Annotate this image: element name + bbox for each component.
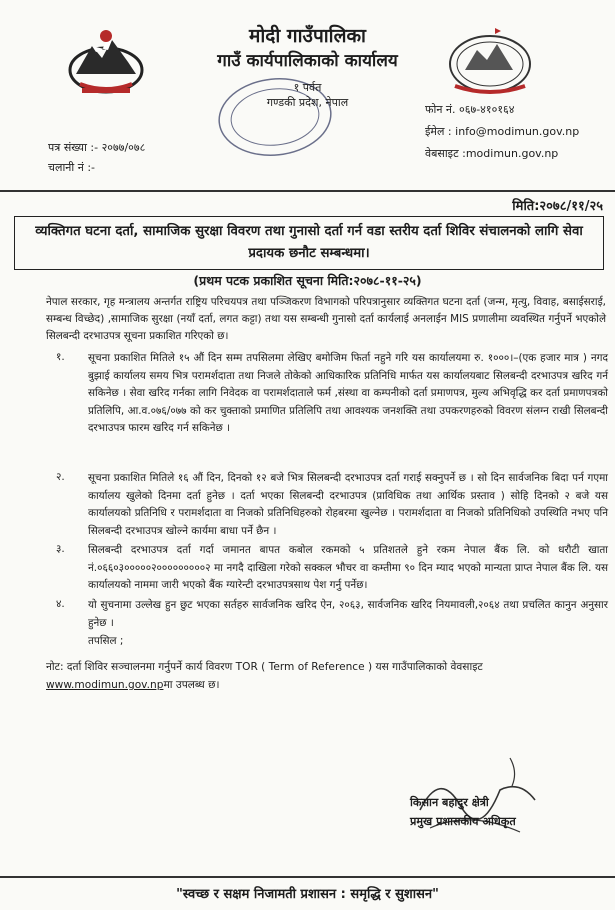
footer-divider — [0, 876, 615, 878]
notice-heading: (प्रथम पटक प्रकाशित सूचना मिति:२०७८-११-२५) — [193, 273, 422, 288]
item-number: ४. — [56, 598, 65, 610]
note-suffix: मा उपलब्ध छ। — [163, 679, 220, 691]
tapsil-label: तपसिल ; — [88, 635, 124, 647]
list-item: सिलबन्दी दरभाउपत्र दर्ता गर्दा जमानत बापत कबोल रकमको ५ प्रतिशतले हुने रकम नेपाल बैंक लि. को धरौटी खाता नं.०६६०३०००००२०००००००००२ मा नगदै दाखिला गरेको सक्कल भौचर वा कम्तीमा ९० दिन म्याद भएको मान्यता प्राप्त नेपाल बैंक लि. यस कार्यालयको नाममा जारी भएको बैंक ग्यारेन्टी दरभाउपत्रसाथ पेश गर्नु पर्नेछ। — [88, 544, 608, 591]
subject-box: व्यक्तिगत घटना दर्ता, सामाजिक सुरक्षा विवरण तथा गुनासो दर्ता गर्न वडा स्तरीय दर्ता शिविर संचालनको लागि सेवा प्रदायक छनौट सम्बन्धमा। — [14, 216, 604, 270]
item-number: ३. — [56, 543, 65, 555]
footer-motto: "स्वच्छ र सक्षम निजामती प्रशासन : समृद्धि र सुशासन" — [176, 887, 439, 902]
list-item: सूचना प्रकाशित मितिले १६ औं दिन, दिनको १२ बजे भित्र सिलबन्दी दरभाउपत्र दर्ता गराई सक्नुपर्ने छ । सो दिन सार्वजनिक बिदा पर्न गएमा कार्यालय खुलेको दिनमा दर्ता हुनेछ । दर्ता भएका सिलबन्दी दरभाउपत्र (प्राविधिक तथा आर्थिक प्रस्ताव ) सोहि दिनको २ बजे यस कार्यालयको प्रतिनिधि र परामर्शदाता वा निजको प्रतिनिधिहरुको रोहबरमा खुल्नेछ । परामर्शदाता वा निजको प्रतिनिधिको उपस्थिति नभए पनि सिलबन्दी दरभाउपत्र खोल्ने कार्यमा बाधा पर्ने छैन । — [88, 472, 608, 537]
signatory-title: प्रमुख प्रशासकीय अधिकृत — [410, 815, 516, 828]
list-item: यो सुचनामा उल्लेख हुन छुट भएका सर्तहरु सार्वजनिक खरिद ऐन, २०६३, सार्वजनिक खरिद नियमावली,२०६४ तथा प्रचलित कानुन अनुसार हुनेछ । — [88, 599, 608, 629]
address-line-2: गण्डकी प्रदेश, नेपाल — [266, 96, 349, 109]
header-divider — [0, 190, 615, 192]
intro-paragraph: नेपाल सरकार, गृह मन्त्रालय अन्तर्गत राष्ट्रिय परिचयपत्र तथा पञ्जिकरण विभागको परिपत्रानुसार व्यक्तिगत घटना दर्ता (जन्म, मृत्यु, विवाह, बसाईसराई, सम्बन्ध विच्छेद) ,सामाजिक सुरक्षा (नयाँ दर्ता, लगत कट्टा) तथा यस सम्बन्धी गुनासो दर्ता कार्यलाई अनलाईन MIS प्रणालीमा व्यवस्थित गर्नुपर्ने भएकोले सिलबन्दी दरभाउपत्र सूचना प्रकाशित गरिएको छ। — [46, 296, 606, 342]
signatory-name: किसान बहादुर क्षेत्री — [410, 796, 489, 809]
item-number: १. — [56, 351, 65, 363]
municipality-name: मोदी गाउँपालिका — [249, 25, 366, 47]
website: वेबसाइट :modimun.gov.np — [425, 147, 559, 160]
phone-number: फोन नं. ०६७-४१०१६४ — [425, 103, 515, 116]
office-name: गाउँ कार्यपालिकाको कार्यालय — [217, 51, 398, 71]
note-text: नोट: दर्ता शिविर सञ्चालनमा गर्नुपर्ने कार्य विवरण TOR ( Term of Reference ) यस गाउँपालिकाको वेवसाइट — [46, 661, 483, 673]
list-item: सूचना प्रकाशित मितिले १५ औं दिन सम्म तपसिलमा लेखिए बमोजिम फिर्ता नहुने गरि यस कार्यालयमा रु. १०००।–(एक हजार मात्र ) नगद बुझाई कार्यालय समय भित्र परामर्शदाता तथा निजले तोकेको आधिकारिक प्रतिनिधि मार्फत यस कार्यालयबाट सिलबन्दी दरभाउपत्र खरिद गर्न सकिनेछ । सेवा खरिद गर्नका लागि निवेदक वा परामर्शदाताले फर्म ,संस्था वा कम्पनीको दर्ता प्रमाणपत्र, मुल्य अभिवृद्धि कर दर्ता प्रमाणपत्रको प्रतिलिपि, आ.व.०७६/०७७ को कर चुक्ताको प्रमाणित प्रतिलिपि तथा आवश्यक जनशक्ति तथा उपकरणहरुको विवरण संलग्न राखी सिलबन्दी दरभाउपत्र फारम खरिद गर्न सकिनेछ । — [88, 352, 608, 434]
website-link[interactable]: www.modimun.gov.np — [46, 679, 164, 691]
address-line-1: १ पर्वत — [293, 81, 322, 94]
note-paragraph — [46, 658, 606, 694]
dispatch-number: चलानी नं :- — [48, 161, 96, 174]
item-number: २. — [56, 471, 65, 483]
letter-date: मिति:२०७८/११/२५ — [512, 199, 603, 214]
letter-number: पत्र संख्या :- २०७७/०७८ — [48, 141, 146, 154]
email-address: ईमेल : info@modimun.gov.np — [425, 125, 580, 138]
